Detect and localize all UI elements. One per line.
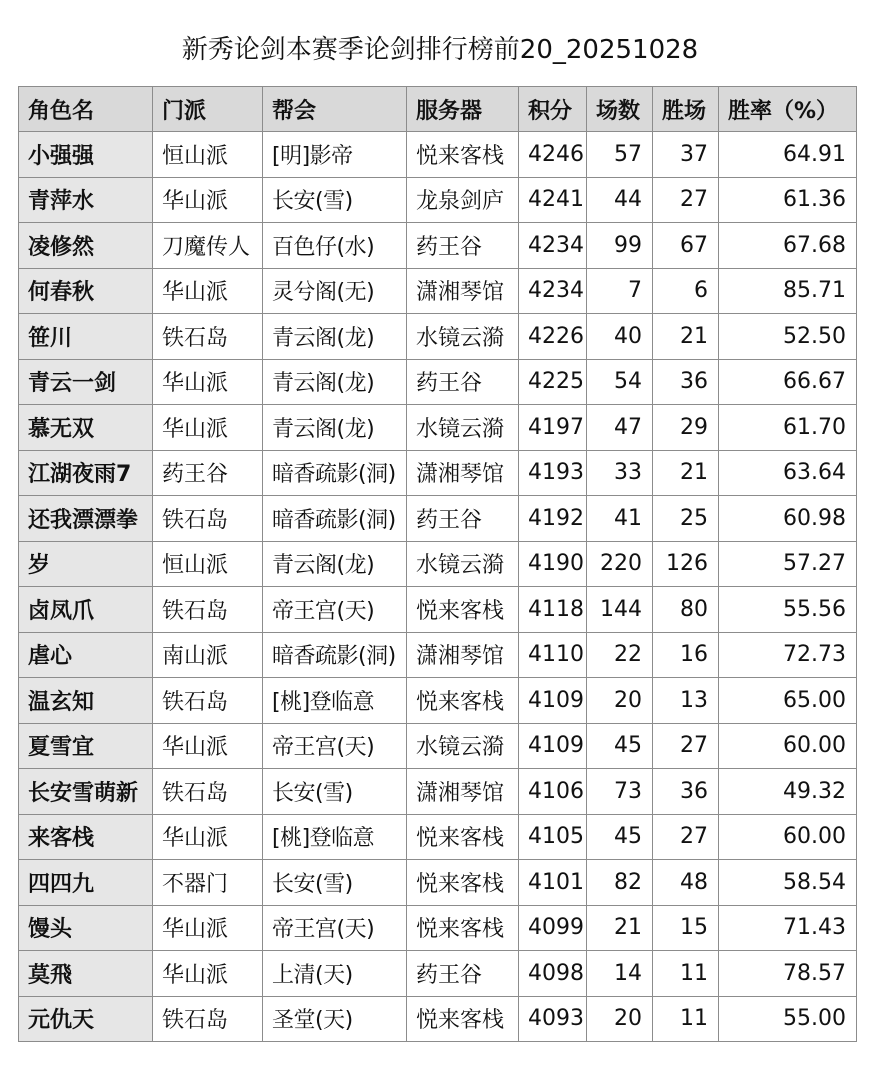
cell-score: 4106 [519,769,587,815]
cell-name: 笹川 [19,314,153,360]
cell-server: 潇湘琴馆 [407,632,519,678]
cell-server: 药王谷 [407,359,519,405]
cell-guild: 灵兮阁(无) [263,268,407,314]
table-row [19,723,857,769]
cell-name: 馒头 [19,905,153,951]
cell-score: 4098 [519,951,587,997]
cell-win-rate: 66.67 [719,359,857,405]
cell-wins: 25 [653,496,719,542]
cell-score: 4110 [519,632,587,678]
cell-wins: 16 [653,632,719,678]
cell-wins: 11 [653,951,719,997]
cell-win-rate: 58.54 [719,860,857,906]
column-header-name: 角色名 [19,87,153,132]
cell-sect: 铁石岛 [153,587,263,633]
cell-wins: 80 [653,587,719,633]
cell-score: 4109 [519,678,587,724]
table-row [19,814,857,860]
cell-score: 4118 [519,587,587,633]
cell-win-rate: 65.00 [719,678,857,724]
cell-matches: 99 [587,223,653,269]
cell-matches: 20 [587,996,653,1042]
cell-guild: 青云阁(龙) [263,314,407,360]
cell-wins: 126 [653,541,719,587]
cell-win-rate: 64.91 [719,132,857,178]
cell-server: 潇湘琴馆 [407,769,519,815]
cell-win-rate: 67.68 [719,223,857,269]
cell-server: 水镜云漪 [407,405,519,451]
cell-guild: 暗香疏影(洞) [263,450,407,496]
table-row [19,223,857,269]
cell-sect: 药王谷 [153,450,263,496]
cell-wins: 37 [653,132,719,178]
cell-win-rate: 60.00 [719,723,857,769]
table-row [19,996,857,1042]
cell-win-rate: 55.00 [719,996,857,1042]
table-row [19,268,857,314]
cell-matches: 73 [587,769,653,815]
cell-guild: 上清(天) [263,951,407,997]
cell-wins: 27 [653,177,719,223]
cell-server: 悦来客栈 [407,587,519,633]
cell-wins: 11 [653,996,719,1042]
cell-win-rate: 60.00 [719,814,857,860]
cell-guild: 帝王宫(天) [263,905,407,951]
cell-guild: [桃]登临意 [263,814,407,860]
cell-server: 悦来客栈 [407,905,519,951]
cell-sect: 南山派 [153,632,263,678]
cell-server: 药王谷 [407,496,519,542]
cell-score: 4190 [519,541,587,587]
cell-server: 潇湘琴馆 [407,268,519,314]
cell-sect: 刀魔传人 [153,223,263,269]
cell-sect: 铁石岛 [153,996,263,1042]
cell-sect: 铁石岛 [153,314,263,360]
cell-sect: 华山派 [153,723,263,769]
cell-name: 慕无双 [19,405,153,451]
cell-server: 水镜云漪 [407,723,519,769]
cell-score: 4246 [519,132,587,178]
cell-score: 4099 [519,905,587,951]
cell-matches: 144 [587,587,653,633]
cell-name: 江湖夜雨7 [19,450,153,496]
cell-sect: 华山派 [153,951,263,997]
cell-name: 小强强 [19,132,153,178]
cell-matches: 54 [587,359,653,405]
table-row [19,359,857,405]
cell-wins: 6 [653,268,719,314]
cell-sect: 铁石岛 [153,496,263,542]
cell-sect: 恒山派 [153,541,263,587]
table-row [19,314,857,360]
cell-win-rate: 78.57 [719,951,857,997]
cell-score: 4193 [519,450,587,496]
column-header-score: 积分 [519,87,587,132]
table-row [19,951,857,997]
cell-name: 元仇天 [19,996,153,1042]
cell-win-rate: 72.73 [719,632,857,678]
cell-win-rate: 61.70 [719,405,857,451]
cell-guild: 青云阁(龙) [263,541,407,587]
cell-name: 卤凤爪 [19,587,153,633]
table-row [19,905,857,951]
cell-win-rate: 55.56 [719,587,857,633]
table-row [19,678,857,724]
cell-matches: 33 [587,450,653,496]
cell-sect: 华山派 [153,177,263,223]
cell-win-rate: 60.98 [719,496,857,542]
cell-server: 药王谷 [407,951,519,997]
cell-matches: 21 [587,905,653,951]
cell-server: 悦来客栈 [407,132,519,178]
cell-matches: 57 [587,132,653,178]
column-header-wins: 胜场 [653,87,719,132]
cell-win-rate: 57.27 [719,541,857,587]
cell-sect: 铁石岛 [153,769,263,815]
cell-score: 4225 [519,359,587,405]
cell-score: 4234 [519,223,587,269]
page-title: 新秀论剑本赛季论剑排行榜前20_20251028 [181,35,699,65]
cell-matches: 14 [587,951,653,997]
ranking-table [18,86,857,1042]
table-row [19,541,857,587]
cell-wins: 48 [653,860,719,906]
table-row [19,496,857,542]
cell-name: 温玄知 [19,678,153,724]
cell-name: 还我漂漂拳 [19,496,153,542]
cell-server: 悦来客栈 [407,996,519,1042]
cell-sect: 华山派 [153,814,263,860]
cell-guild: 长安(雪) [263,177,407,223]
cell-score: 4192 [519,496,587,542]
cell-score: 4234 [519,268,587,314]
cell-matches: 41 [587,496,653,542]
column-header-win-rate: 胜率（%） [719,87,857,132]
cell-win-rate: 49.32 [719,769,857,815]
cell-server: 悦来客栈 [407,814,519,860]
cell-guild: 帝王宫(天) [263,723,407,769]
cell-sect: 华山派 [153,405,263,451]
cell-matches: 45 [587,723,653,769]
cell-sect: 不器门 [153,860,263,906]
cell-matches: 220 [587,541,653,587]
table-row [19,632,857,678]
cell-score: 4105 [519,814,587,860]
cell-sect: 华山派 [153,359,263,405]
cell-sect: 华山派 [153,268,263,314]
cell-server: 悦来客栈 [407,678,519,724]
cell-sect: 铁石岛 [153,678,263,724]
cell-name: 夏雪宜 [19,723,153,769]
table-row [19,405,857,451]
cell-name: 青云一剑 [19,359,153,405]
table-row [19,450,857,496]
cell-server: 龙泉剑庐 [407,177,519,223]
cell-guild: 青云阁(龙) [263,359,407,405]
table-row [19,587,857,633]
cell-win-rate: 85.71 [719,268,857,314]
cell-matches: 82 [587,860,653,906]
cell-wins: 27 [653,723,719,769]
cell-server: 悦来客栈 [407,860,519,906]
cell-name: 四四九 [19,860,153,906]
cell-guild: 暗香疏影(洞) [263,496,407,542]
cell-score: 4093 [519,996,587,1042]
table-row [19,860,857,906]
cell-matches: 47 [587,405,653,451]
cell-sect: 恒山派 [153,132,263,178]
cell-matches: 44 [587,177,653,223]
cell-wins: 36 [653,359,719,405]
cell-server: 水镜云漪 [407,314,519,360]
cell-win-rate: 52.50 [719,314,857,360]
cell-wins: 21 [653,314,719,360]
cell-wins: 27 [653,814,719,860]
column-header-guild: 帮会 [263,87,407,132]
cell-matches: 7 [587,268,653,314]
cell-win-rate: 61.36 [719,177,857,223]
cell-guild: [明]影帝 [263,132,407,178]
cell-score: 4109 [519,723,587,769]
column-header-server: 服务器 [407,87,519,132]
cell-score: 4226 [519,314,587,360]
cell-guild: [桃]登临意 [263,678,407,724]
table-row [19,769,857,815]
cell-guild: 帝王宫(天) [263,587,407,633]
cell-name: 虐心 [19,632,153,678]
cell-name: 何春秋 [19,268,153,314]
cell-sect: 华山派 [153,905,263,951]
cell-guild: 青云阁(龙) [263,405,407,451]
cell-score: 4241 [519,177,587,223]
cell-wins: 21 [653,450,719,496]
table-row [19,177,857,223]
table-header-row [19,87,857,132]
cell-win-rate: 63.64 [719,450,857,496]
cell-name: 岁 [19,541,153,587]
column-header-matches: 场数 [587,87,653,132]
cell-matches: 20 [587,678,653,724]
cell-guild: 圣堂(天) [263,996,407,1042]
cell-server: 潇湘琴馆 [407,450,519,496]
cell-server: 药王谷 [407,223,519,269]
cell-name: 凌修然 [19,223,153,269]
cell-guild: 长安(雪) [263,769,407,815]
cell-matches: 45 [587,814,653,860]
cell-name: 长安雪萌新 [19,769,153,815]
cell-wins: 36 [653,769,719,815]
cell-guild: 长安(雪) [263,860,407,906]
cell-guild: 百色仔(水) [263,223,407,269]
cell-score: 4197 [519,405,587,451]
cell-name: 莫飛 [19,951,153,997]
cell-server: 水镜云漪 [407,541,519,587]
cell-wins: 13 [653,678,719,724]
cell-wins: 29 [653,405,719,451]
column-header-sect: 门派 [153,87,263,132]
cell-matches: 22 [587,632,653,678]
cell-name: 来客栈 [19,814,153,860]
cell-guild: 暗香疏影(洞) [263,632,407,678]
cell-wins: 15 [653,905,719,951]
table-row [19,132,857,178]
cell-score: 4101 [519,860,587,906]
cell-win-rate: 71.43 [719,905,857,951]
cell-matches: 40 [587,314,653,360]
cell-wins: 67 [653,223,719,269]
cell-name: 青萍水 [19,177,153,223]
